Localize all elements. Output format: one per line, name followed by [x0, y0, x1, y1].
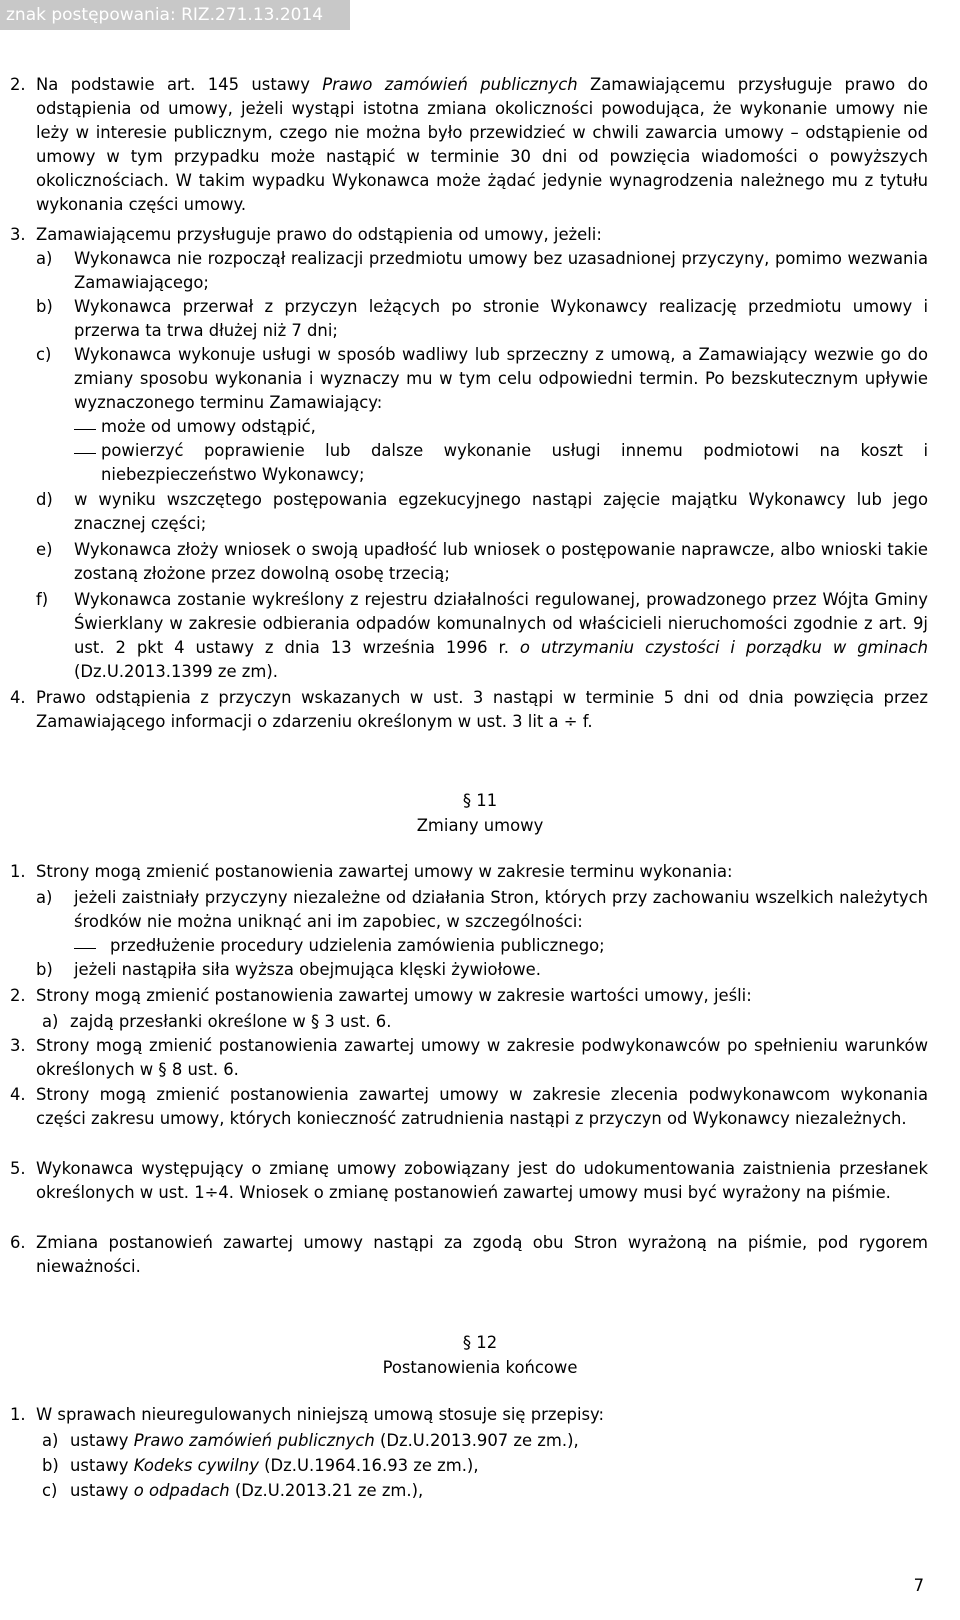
item-c-dash-2: powierzyć poprawienie lub dalsze wykonanie usługi innemu podmiotowi na koszt i niebezpieczeństwo Wykonawcy;: [101, 441, 928, 484]
item-letter: b): [36, 960, 53, 979]
dash-bullet: [74, 948, 96, 949]
paragraph-number: 3.: [10, 1036, 26, 1055]
paragraph-text: Na podstawie art. 145 ustawy: [36, 75, 323, 94]
item-letter: c): [36, 345, 52, 364]
item-letter: a): [42, 1431, 59, 1450]
paragraph-4: Prawo odstąpienia z przyczyn wskazanych w ust. 3 nastąpi w terminie 5 dni od dnia powzięcia przez Zamawiającego informacji o zdarzeniu określonym w ust. 3 lit a ÷ f.: [36, 688, 928, 731]
item-letter: a): [36, 249, 53, 268]
dash-bullet: [74, 453, 96, 454]
item-text: ustawy: [70, 1431, 134, 1450]
s11-paragraph-4: Strony mogą zmienić postanowienia zawartej umowy w zakresie zlecenia podwykonawcom wykonania części zakresu umowy, których konieczność zatrudnienia nastąpi z przyczyn od Wykonawcy niezależnych.: [36, 1085, 928, 1128]
item-f: [74, 588, 928, 684]
act-title: o utrzymaniu czystości i porządku w gminach: [519, 638, 928, 657]
item-b: Wykonawca przerwał z przyczyn leżących po stronie Wykonawcy realizację przedmiotu umowy i przerwa ta trwa dłużej niż 7 dni;: [74, 297, 928, 340]
item-a: Wykonawca nie rozpoczął realizacji przedmiotu umowy bez uzasadnionej przyczyny, pomimo wezwania Zamawiającego;: [74, 249, 928, 292]
s11-paragraph-5: Wykonawca występujący o zmianę umowy zobowiązany jest do udokumentowania zaistnienia przesłanek określonych w ust. 1÷4. Wniosek o zmianę postanowień zawartej umowy musi być wyrażony na piśmie.: [36, 1159, 928, 1202]
document-reference-header: znak postępowania: RIZ.271.13.2014: [0, 0, 350, 30]
item-text: (Dz.U.2013.907 ze zm.),: [374, 1431, 579, 1450]
item-letter: a): [36, 888, 53, 907]
s11-paragraph-6: Zmiana postanowień zawartej umowy nastąpi za zgodą obu Stron wyrażoną na piśmie, pod rygorem nieważności.: [36, 1233, 928, 1276]
act-title: Prawo zamówień publicznych: [133, 1431, 375, 1450]
section-11-heading: § 11: [462, 791, 498, 810]
paragraph-2: [36, 73, 928, 217]
item-text: (Dz.U.2013.21 ze zm.),: [229, 1481, 424, 1500]
act-title: Kodeks cywilny: [133, 1456, 259, 1475]
paragraph-3-intro: Zamawiającemu przysługuje prawo do odstąpienia od umowy, jeżeli:: [36, 225, 602, 244]
paragraph-text: Zamawiającemu przysługuje prawo do odstąpienia od umowy, jeżeli wystąpi istotna zmiana okoliczności powodująca, że wykonanie umowy nie leży w interesie publicznym, czego nie można było przewidzieć w chwili zawarcia umowy – odstąpienie od umowy w tym przypadku może nastąpić w terminie 30 dni od powzięcia wiadomości o powyższych okolicznościach. W takim wypadku Wykonawca może żądać jedynie wynagrodzenia należnego mu z tytułu wykonania części umowy.: [36, 75, 928, 214]
s12-paragraph-1: W sprawach nieuregulowanych niniejszą umową stosuje się przepisy:: [36, 1405, 605, 1424]
item-text: Wykonawca zostanie wykreślony z rejestru działalności regulowanej, prowadzonego przez Wójta Gminy Świerklany w zakresie odbierania odpadów komunalnych od właścicieli nieruchomości zgodnie z art. 9j ust. 2 pkt 4 ustawy z dnia 13 września 1996 r.: [74, 590, 928, 657]
act-title: Prawo zamówień publicznych: [322, 75, 578, 94]
paragraph-number: 6.: [10, 1233, 26, 1252]
item-c: Wykonawca wykonuje usługi w sposób wadliwy lub sprzeczny z umową, a Zamawiający wezwie go do zmiany sposobu wykonania i wyznaczy mu w tym celu odpowiedni termin. Po bezskutecznym upływie wyznaczonego terminu Zamawiający:: [74, 345, 928, 412]
s11-item-2a: zajdą przesłanki określone w § 3 ust. 6.: [70, 1012, 392, 1031]
item-text: ustawy: [70, 1481, 134, 1500]
paragraph-number: 1.: [10, 862, 26, 881]
item-c-dash-1: może od umowy odstąpić,: [101, 417, 316, 436]
item-d: w wyniku wszczętego postępowania egzekucyjnego nastąpi zajęcie majątku Wykonawcy lub jego znacznej części;: [74, 490, 928, 533]
s11-item-a-dash: przedłużenie procedury udzielenia zamówienia publicznego;: [110, 936, 605, 955]
s12-item-c: [70, 1479, 928, 1503]
paragraph-number: 4.: [10, 688, 26, 707]
paragraph-number: 1.: [10, 1405, 26, 1424]
paragraph-number: 5.: [10, 1159, 26, 1178]
s11-paragraph-3: Strony mogą zmienić postanowienia zawartej umowy w zakresie podwykonawców po spełnieniu warunków określonych w § 8 ust. 6.: [36, 1036, 928, 1079]
paragraph-number: 3.: [10, 225, 26, 244]
item-letter: a): [42, 1012, 59, 1031]
section-12-title: Postanowienia końcowe: [382, 1358, 578, 1377]
s11-paragraph-2: Strony mogą zmienić postanowienia zawartej umowy w zakresie wartości umowy, jeśli:: [36, 986, 752, 1005]
section-11-title: Zmiany umowy: [416, 816, 544, 835]
item-letter: b): [36, 297, 53, 316]
item-letter: c): [42, 1481, 58, 1500]
page-number: 7: [913, 1576, 924, 1595]
paragraph-number: 4.: [10, 1085, 26, 1104]
item-letter: e): [36, 540, 53, 559]
item-text: (Dz.U.1964.16.93 ze zm.),: [258, 1456, 479, 1475]
item-letter: b): [42, 1456, 59, 1475]
s11-item-b: jeżeli nastąpiła siła wyższa obejmująca klęski żywiołowe.: [74, 960, 541, 979]
dash-bullet: [74, 429, 96, 430]
section-12-heading: § 12: [462, 1333, 498, 1352]
item-text: ustawy: [70, 1456, 134, 1475]
item-letter: d): [36, 490, 53, 509]
s11-paragraph-1: Strony mogą zmienić postanowienia zawartej umowy w zakresie terminu wykonania:: [36, 862, 733, 881]
paragraph-number: 2.: [10, 75, 26, 94]
act-title: o odpadach: [133, 1481, 230, 1500]
item-text: (Dz.U.2013.1399 ze zm).: [74, 662, 278, 681]
item-e: Wykonawca złoży wniosek o swoją upadłość lub wniosek o postępowanie naprawcze, albo wnioski takie zostaną złożone przez dowolną osobę trzecią;: [74, 540, 928, 583]
s11-item-a: jeżeli zaistniały przyczyny niezależne od działania Stron, których przy zachowaniu wszelkich należytych środków nie można uniknąć ani im zapobiec, w szczególności:: [74, 888, 928, 931]
paragraph-number: 2.: [10, 986, 26, 1005]
item-letter: f): [36, 590, 49, 609]
s12-item-a: [70, 1429, 928, 1453]
s12-item-b: [70, 1454, 928, 1478]
